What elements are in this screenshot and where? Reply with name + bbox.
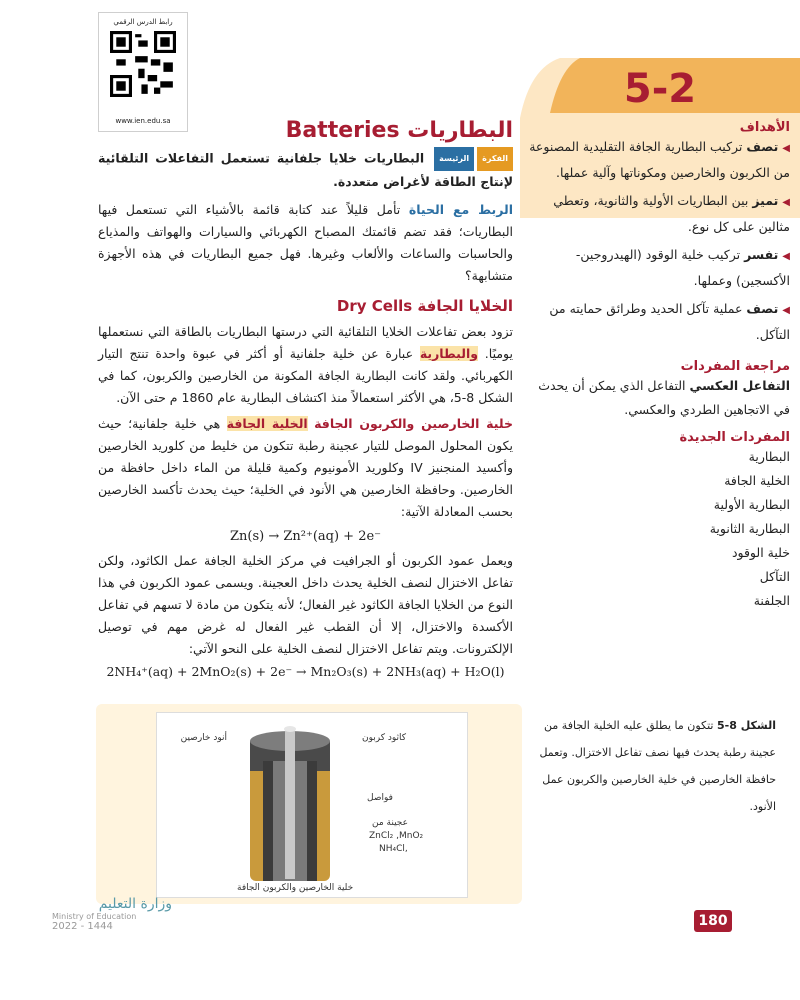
new-vocab-title: المفردات الجديدة — [679, 430, 790, 445]
vocab-term: الجلفنة — [753, 593, 790, 608]
vocab-term: البطارية الأولية — [713, 497, 790, 512]
label-paste: عجينة من — [372, 818, 408, 828]
battery-illustration — [245, 721, 335, 891]
ministry-logo — [52, 896, 172, 966]
label-cathode: كاثود كربون — [362, 733, 407, 743]
bullet-icon: ◀ — [782, 251, 790, 262]
qr-code-icon[interactable] — [110, 31, 176, 97]
label-paste-chem1: ZnCl₂ ,MnO₂ — [369, 831, 424, 841]
section-title: الخلايا الجافة Dry Cells — [336, 297, 513, 315]
bullet-icon: ◀ — [782, 197, 790, 208]
vocab-review-title: مراجعة المفردات — [680, 359, 790, 374]
vocab-term: الخلية الجافة — [724, 473, 790, 488]
figure-caption: الشكل 8-5 تتكون ما يطلق عليه الخلية الجافة من عجينة رطبة يحدث فيها نصف تفاعل الاختزال. وتعمل حافظة الخارصين في خلية الخارصين والكربون عمل الأنود. — [539, 719, 776, 813]
lesson-number: 5-2 — [623, 66, 697, 112]
main-content — [98, 118, 513, 679]
vocab-review: التفاعل العكسي التفاعل الذي يمكن أن يحدث في الاتجاهين الطردي والعكسي. — [538, 378, 790, 417]
new-vocab-list — [528, 445, 790, 613]
bullet-icon: ◀ — [782, 305, 790, 316]
main-idea-tag: الفكرة — [477, 147, 513, 171]
label-bottom: خلية الخارصين والكربون الجافة — [237, 883, 354, 893]
vocab-term: البطارية الثانوية — [709, 521, 790, 536]
qr-title: رابط الدرس الرقمي — [113, 18, 173, 26]
paragraph-2: خلية الخارصين والكربون الجافة الخلية الجافة هي خلية جلفانية؛ حيث يكون المحلول الموصل للتيار عجينة رطبة تتكون من خليط من كلوريد الخارصين وأكسيد المنجنيز IV وكلوريد الأمونيوم وكمية قليلة من الماء داخل حافظة من الخارصين. وحافظة الخارصين هي الأنود في الخلية؛ حيث يحدث تأكسد الخارصين بحسب المعادلة الآتية: — [98, 416, 513, 519]
vocab-term: خلية الوقود — [731, 545, 790, 560]
year: 2022 - 1444 — [52, 921, 113, 932]
objective-item: ◀تفسر تركيب خلية الوقود (الهيدروجين-الأكسجين) وعملها. — [575, 247, 790, 288]
objective-item: ◀تصف عملية تآكل الحديد وطرائق حمايته من التآكل. — [549, 301, 790, 342]
objectives-title: الأهداف — [739, 120, 790, 135]
equation-oxidation: Zn(s) → Zn²⁺(aq) + 2e⁻ — [229, 529, 382, 544]
page-title: البطاريات Batteries — [285, 118, 513, 143]
ministry-en: Ministry of Education — [52, 912, 137, 921]
qr-box[interactable] — [98, 12, 188, 132]
sidebar — [528, 120, 790, 613]
objective-item: ◀تميز بين البطاريات الأولية والثانوية، وتعطي مثالين على كل نوع. — [553, 193, 790, 234]
page-number: 180 — [694, 910, 732, 932]
figure-image — [156, 712, 468, 898]
paragraph-1: تزود بعض تفاعلات الخلايا التلقائية التي درستها البطاريات بالطاقة التي نستعملها يوميًا. والبطارية عبارة عن خلية جلفانية أو أكثر في عبوة واحدة تنتج التيار الكهربائي. ولقد كانت البطارية الجافة المكونة من الخارصين والكربون، كما في الشكل 8-5، هي الأكثر استعمالاً منذ اكتشاف البطارية عام 1860 م حتى الآن. — [98, 324, 513, 405]
main-idea: الفكرةالرئيسة البطاريات خلايا جلفانية تستعمل التفاعلات التلقائية لإنتاج الطاقة لأغراض متعددة. — [98, 147, 513, 193]
label-separator: فواصل — [367, 793, 393, 803]
vocab-term: التآكل — [759, 569, 790, 584]
bullet-icon: ◀ — [782, 143, 790, 154]
main-idea-tag-2: الرئيسة — [434, 147, 474, 171]
qr-url[interactable]: www.ien.edu.sa — [115, 117, 171, 125]
objective-item: ◀تصف تركيب البطارية الجافة التقليدية المصنوعة من الكربون والخارصين ومكوناتها وآلية عملها. — [529, 139, 790, 180]
paragraph-3: ويعمل عمود الكربون أو الجرافيت في مركز الخلية الجافة عمل الكاثود، ولكن تفاعل الاختزال لنصف الخلية يحدث داخل العجينة. ويسمى عمود الكربون في هذا النوع من الخلايا الجافة الكاثود غير الفعال؛ لأنه يتكون من مادة لا تسهم في تفاعل الأكسدة والاختزال، إلا أن القطب غير الفعال له غرض مهم في توصيل الإلكترونات. ويتم تفاعل الاختزال لنصف الخلية على النحو الآتي: — [98, 553, 513, 656]
vocab-term: البطارية — [748, 449, 790, 464]
label-anode: أنود خارصين — [180, 733, 227, 743]
objectives-list — [528, 135, 790, 347]
ministry-ar: وزارة التعليم — [98, 896, 172, 912]
label-paste-chem2: NH₄Cl, — [379, 844, 408, 854]
real-world-link: الربط مع الحياة تأمل قليلاً عند كتابة قائمة بالأشياء التي تستعمل فيها البطاريات؛ فقد تضم قائمتك المصباح الكهربائي والسيارات والهواتف والمذياع والحاسبات والساعات والألعاب وغيرها. فهل جميع البطاريات في هذه الأجهزة متشابهة؟ — [98, 202, 513, 283]
equation-reduction: 2NH₄⁺(aq) + 2MnO₂(s) + 2e⁻ → Mn₂O₃(s) + 2NH₃(aq) + H₂O(l) — [106, 664, 505, 679]
